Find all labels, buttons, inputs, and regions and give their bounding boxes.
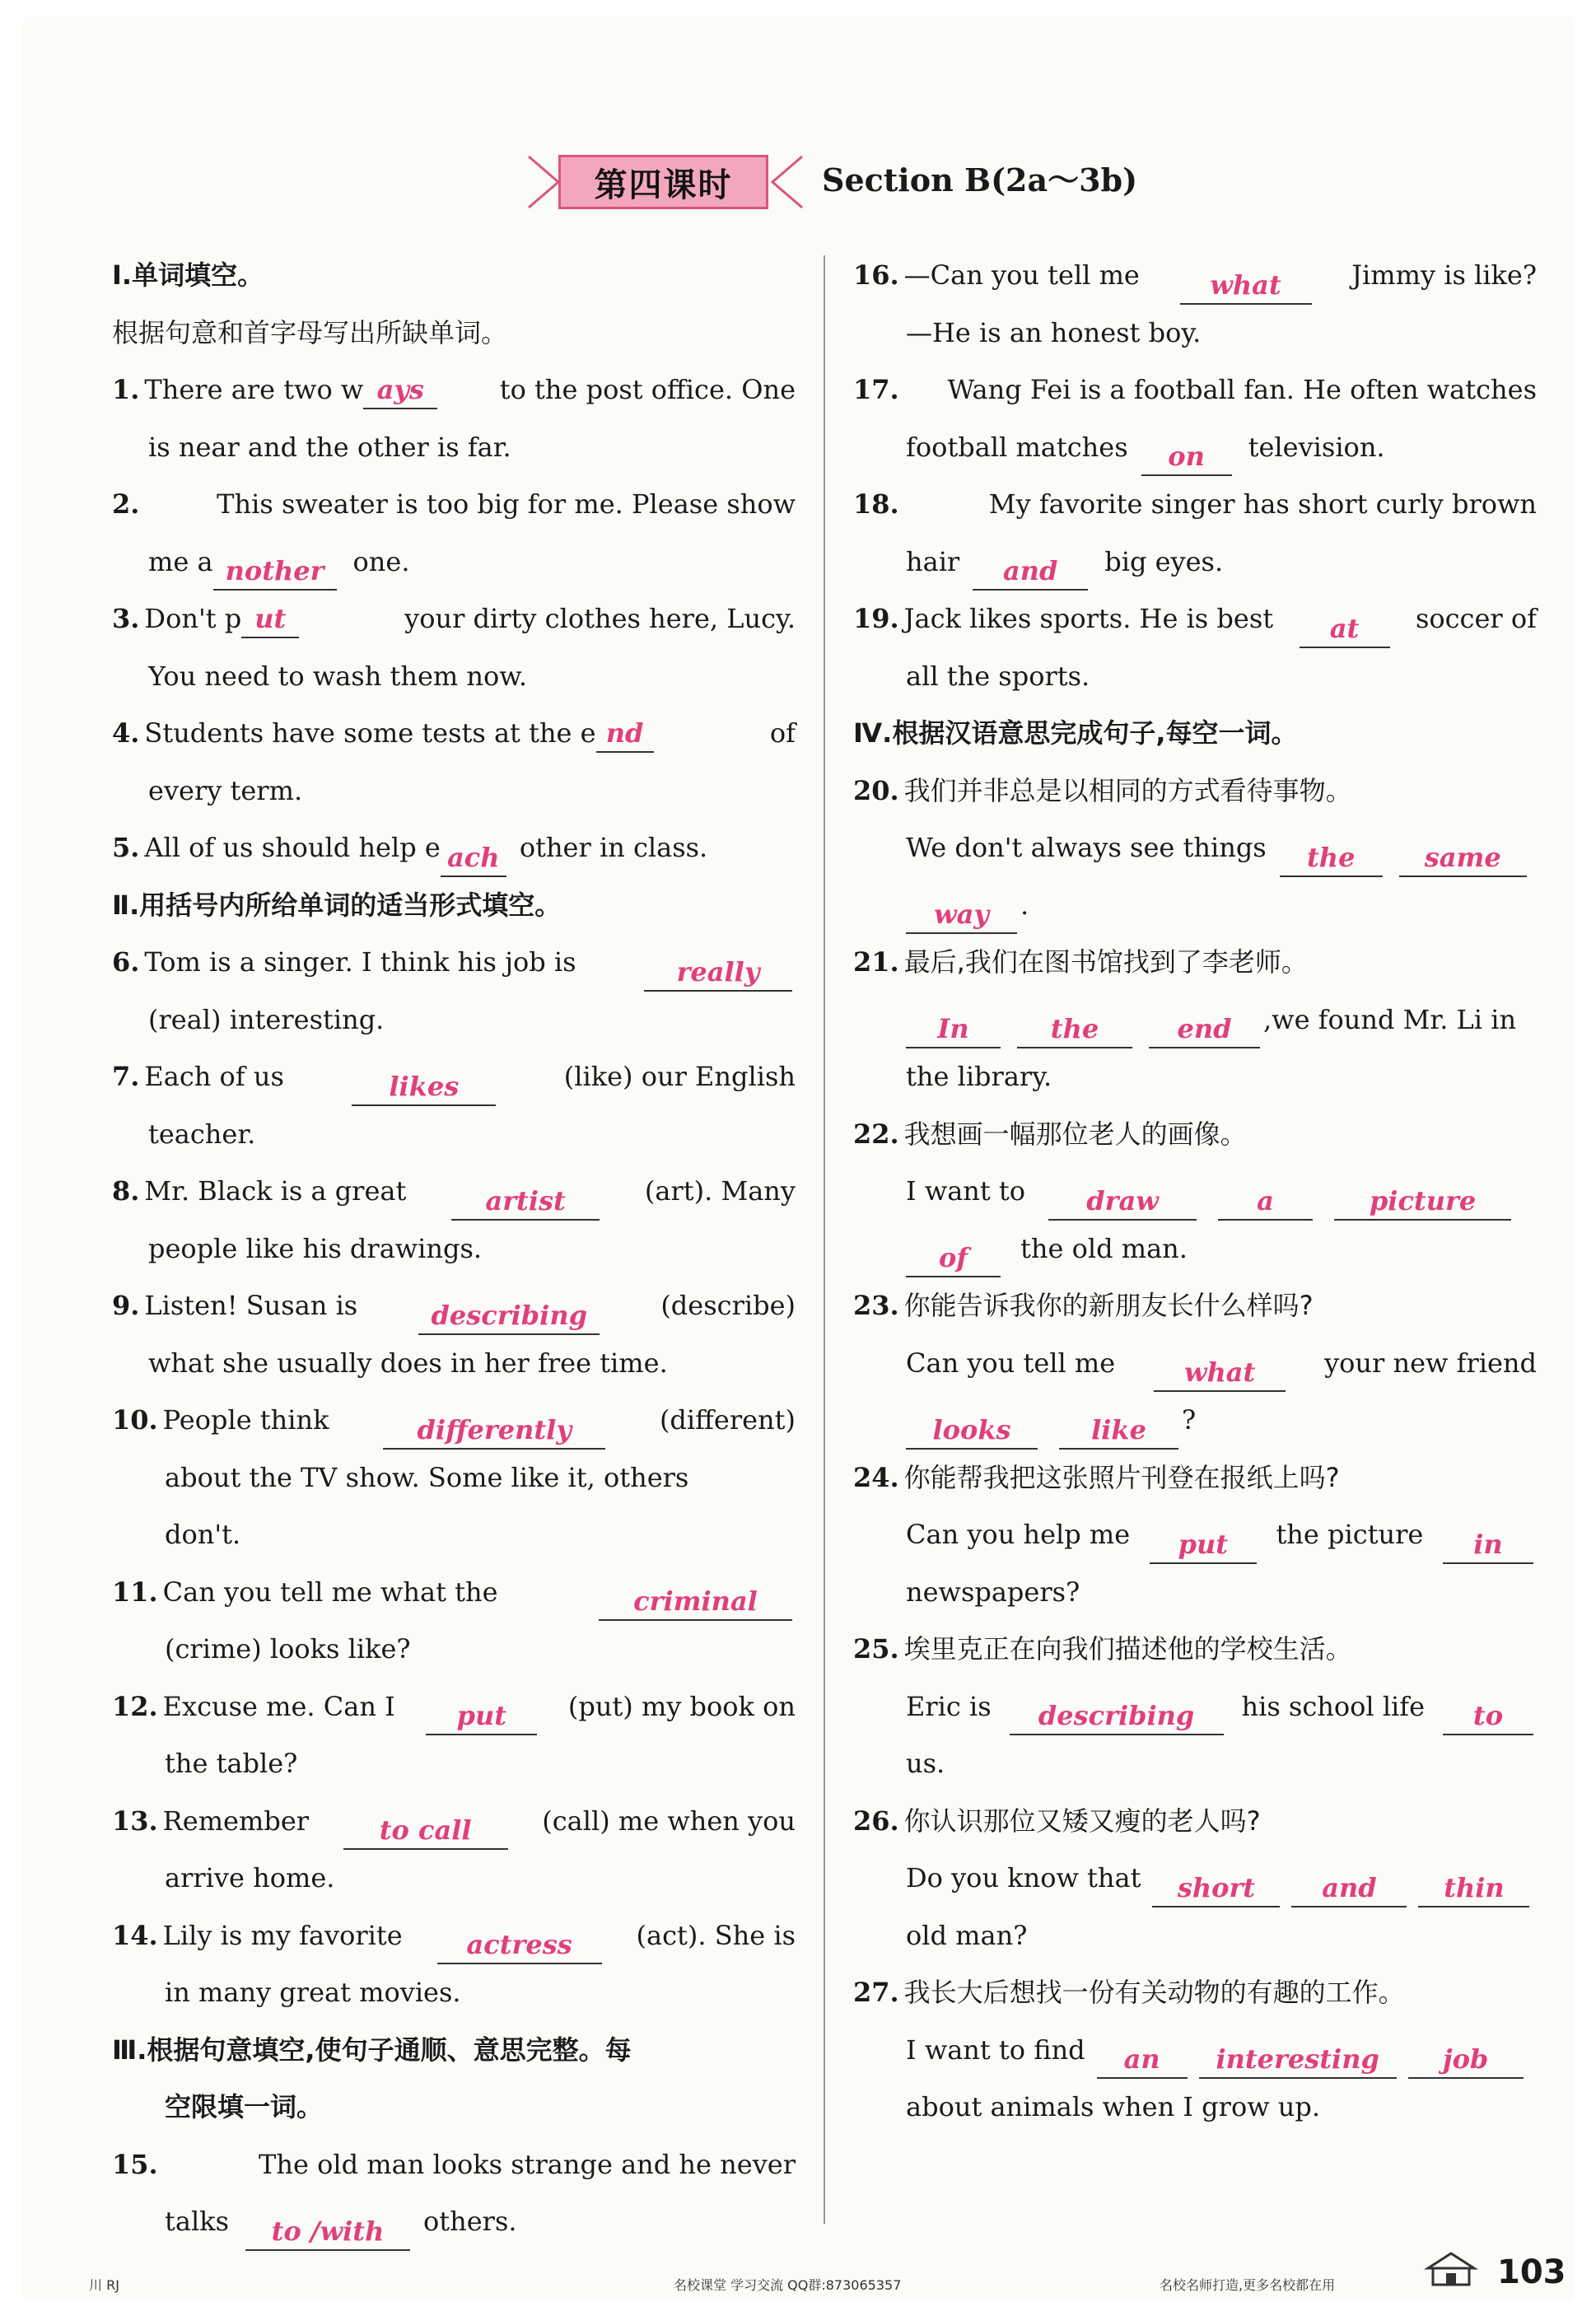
question-26 [853,1793,1537,1965]
question-text: Eric is [906,1690,992,1722]
answer-blank[interactable]: interesting [1199,2041,1397,2079]
left-chevron-icon [525,153,562,211]
question-17 [853,362,1537,476]
answer-blank[interactable]: and [1291,1870,1407,1907]
question-text [112,1392,796,1450]
question-text: You need to wash them now. [148,660,528,692]
answer-blank[interactable]: criminal [599,1583,792,1621]
answer-blank[interactable]: differently [383,1412,605,1450]
question-number: 15. [112,2148,158,2180]
section-2-title: Ⅱ.用括号内所给单词的适当形式填空。 [112,889,562,921]
question-text: There are two w [144,374,364,405]
question-number: 17. [853,374,899,405]
question-text: Jimmy is like? [1351,259,1537,291]
answer-blank[interactable]: the [1017,1011,1132,1048]
question-text: other in class. [519,832,708,863]
question-number: 2. [112,488,140,520]
question-number: 13. [112,1805,158,1837]
footer-slogan: 名校名师打造,更多名校都在用 [1160,2277,1336,2293]
answer-blank[interactable]: describing [418,1297,600,1335]
question-text: —Can you tell me [903,259,1140,291]
question-text: I want to [906,1175,1026,1207]
answer-blank[interactable]: job [1408,2041,1524,2079]
question-text: the old man. [1020,1232,1188,1264]
question-text [853,247,1140,305]
question-14 [112,1907,796,2022]
question-text [112,1163,406,1221]
worksheet-page [23,16,1573,2300]
question-text [853,2022,1537,2080]
question-text: don't. [165,1519,241,1550]
answer-blank[interactable]: ut [241,600,299,638]
question-text: arrive home. [165,1862,335,1893]
question-text [112,591,796,648]
answer-blank[interactable]: way [906,896,1017,934]
question-text [853,362,1537,419]
question-number: 1. [112,374,140,405]
question-text [853,1106,1537,1164]
question-text [853,1392,1537,1450]
question-text: others. [422,2206,517,2237]
question-text [112,1048,284,1106]
question-text [112,1793,796,1851]
question-16 [853,247,1537,362]
question-3 [112,591,796,705]
question-12 [112,1679,796,1793]
question-23 [853,1277,1537,1450]
question-text: People think [162,1404,329,1436]
question-text: We don't always see things [906,832,1267,863]
question-text [112,934,796,992]
footer-edition: 川 RJ [89,2277,119,2293]
question-text: old man? [906,1919,1028,1951]
question-text: teacher. [148,1118,256,1150]
question-number: 21. [853,946,899,978]
question-text: about the TV show. Some like it, others [165,1461,689,1493]
question-text [112,1277,357,1335]
question-text [112,1163,796,1221]
question-15 [112,2136,796,2251]
question-text [853,1506,1537,1564]
question-text [853,534,1537,591]
answer-blank[interactable]: to [1443,1697,1533,1735]
question-text: My favorite singer has short curly brown [988,488,1537,520]
question-text [853,934,1537,992]
question-text [112,1679,395,1736]
question-text: 我长大后想找一份有关动物的有趣的工作。 [903,1977,1405,2008]
question-7 [112,1048,796,1163]
answer-blank[interactable]: of [906,1240,1001,1277]
question-text: (real) interesting. [148,1003,385,1035]
answer-blank[interactable]: what [1180,267,1312,305]
question-text: (art). Many [644,1175,796,1207]
answer-blank[interactable]: an [1097,2041,1188,2079]
question-text: (act). She is [636,1919,796,1951]
answer-blank[interactable]: describing [1010,1697,1224,1735]
question-text: . [1020,889,1029,921]
question-text [112,362,441,419]
question-text: in many great movies. [165,1977,461,2008]
question-text [112,705,657,763]
answer-blank[interactable]: a [1218,1183,1313,1221]
question-number: 12. [112,1690,158,1722]
question-text: 你能帮我把这张照片刊登在报纸上吗? [903,1461,1340,1493]
answer-blank[interactable]: put [426,1697,537,1735]
question-text [112,1679,796,1736]
section-1-title: Ⅰ.单词填空。 [112,259,264,291]
answer-blank[interactable]: put [1150,1526,1257,1564]
question-text: talks [165,2206,229,2237]
answer-blank[interactable]: artist [451,1183,600,1221]
question-text [112,1564,498,1622]
question-text: —He is an honest boy. [906,316,1202,348]
question-text [112,1277,796,1335]
question-text: Remember [162,1805,310,1837]
question-number: 6. [112,946,140,978]
question-24 [853,1450,1537,1622]
question-text: big eyes. [1104,545,1224,577]
question-text: the library. [906,1061,1052,1092]
question-2 [112,476,796,591]
answer-blank[interactable]: short [1152,1870,1280,1907]
question-text: Excuse me. Can I [162,1690,395,1722]
question-text: Can you help me [906,1519,1131,1550]
question-number: 22. [853,1118,899,1150]
question-text: Students have some tests at the e [144,717,596,749]
question-number: 24. [853,1461,899,1493]
answer-blank[interactable]: picture [1334,1183,1511,1221]
question-text [853,591,1537,648]
answer-blank[interactable]: actress [437,1926,602,1964]
question-text: Can you tell me [906,1347,1116,1379]
question-text: people like his drawings. [148,1232,483,1264]
answer-blank[interactable]: nd [596,715,654,753]
answer-blank[interactable]: really [644,954,792,992]
question-text [853,1621,1537,1679]
question-text: 我想画一幅那位老人的画像。 [903,1118,1247,1150]
page-number: 103 [1497,2253,1566,2291]
question-text [112,705,796,763]
question-10 [112,1392,796,1564]
question-number: 20. [853,774,899,806]
question-text [853,1221,1537,1278]
answer-blank[interactable]: ach [441,839,506,877]
question-text [853,1679,1537,1736]
question-text: All of us should help e [144,832,441,863]
question-9 [112,1277,796,1392]
question-text [112,934,576,992]
answer-blank[interactable]: draw [1048,1183,1197,1221]
question-text [112,1450,796,1507]
question-number: 19. [853,603,899,634]
question-text [112,1392,329,1450]
question-text [112,2136,796,2194]
question-text [112,534,796,591]
question-number: 25. [853,1633,899,1665]
question-text: 你认识那位又矮又瘦的老人吗? [903,1805,1261,1837]
question-number: 26. [853,1805,899,1837]
question-text: us. [906,1748,945,1779]
question-number: 5. [112,832,140,863]
question-text: Mr. Black is a great [144,1175,407,1207]
question-text: ? [1182,1404,1197,1436]
question-text: I want to find [906,2034,1085,2066]
question-text: (call) me when you [542,1805,796,1837]
question-18 [853,476,1537,591]
question-8 [112,1163,796,1277]
question-text: The old man looks strange and he never [259,2148,796,2180]
question-text [853,476,1537,534]
question-text [853,1850,1537,1907]
question-text: television. [1248,431,1385,463]
answer-blank[interactable]: In [906,1011,1001,1048]
question-number: 16. [853,259,899,291]
question-text: 埃里克正在向我们描述他的学校生活。 [903,1633,1352,1665]
question-number: 7. [112,1061,140,1092]
question-text [112,476,796,534]
publisher-logo-icon [1423,2250,1479,2293]
question-text [112,2193,796,2251]
question-text: about animals when I grow up. [906,2091,1321,2122]
question-text: 你能告诉我你的新朋友长什么样吗? [903,1290,1314,1321]
question-text: Tom is a singer. I think his job is [144,946,576,978]
footer-qq-group: 名校课堂 学习交流 QQ群:873065357 [674,2277,902,2293]
question-text [853,247,1537,305]
question-text [853,1277,1537,1335]
question-text: newspapers? [906,1576,1080,1608]
question-20 [853,763,1537,935]
question-text [112,362,796,419]
question-text: is near and the other is far. [148,431,511,463]
question-text: (crime) looks like? [165,1633,411,1665]
question-25 [853,1621,1537,1793]
question-19 [853,591,1537,705]
question-number: 10. [112,1404,158,1436]
question-27 [853,1964,1537,2136]
question-text: the table? [165,1748,298,1779]
question-text [112,1907,796,1965]
question-text: (describe) [660,1290,796,1321]
question-text [112,1564,796,1622]
answer-blank[interactable]: ays [363,371,437,409]
question-5 [112,819,796,877]
answer-blank[interactable]: at [1300,610,1390,648]
question-text [112,1907,403,1965]
question-text: his school life [1241,1690,1426,1722]
left-column [112,247,796,2251]
question-text [853,1335,1537,1393]
answer-blank[interactable]: what [1154,1354,1286,1392]
question-text [853,591,1273,648]
question-1 [112,362,796,476]
question-text: of [769,717,796,749]
question-number: 9. [112,1290,140,1321]
answer-blank[interactable]: to call [343,1812,508,1850]
question-text [853,1793,1537,1851]
section-3-title: Ⅲ.根据句意填空,使句子通顺、意思完整。每 [112,2034,632,2066]
question-number: 3. [112,603,140,634]
question-text: football matches [906,431,1128,463]
question-text: Don't p [144,603,242,634]
question-text: Listen! Susan is [144,1290,358,1321]
question-text: your dirty clothes here, Lucy. [404,603,796,634]
question-text: Wang Fei is a football fan. He often watches [947,374,1537,405]
answer-blank[interactable]: to /with [245,2213,410,2251]
question-text [853,877,1537,935]
question-text [112,1793,309,1851]
question-text: (put) my book on [567,1690,796,1722]
question-text [112,819,796,877]
question-text: every term. [148,774,303,806]
answer-blank[interactable]: end [1149,1011,1260,1048]
question-text [853,819,1537,877]
answer-blank[interactable]: the [1280,839,1383,877]
question-text: Each of us [144,1061,284,1092]
section-4-title: Ⅳ.根据汉语意思完成句子,每空一词。 [853,717,1298,749]
question-number: 4. [112,717,140,749]
question-22 [853,1106,1537,1278]
question-text: 我们并非总是以相同的方式看待事物。 [903,774,1352,806]
question-text: Lily is my favorite [162,1919,403,1951]
answer-blank[interactable]: on [1141,438,1232,476]
answer-blank[interactable]: like [1059,1412,1178,1450]
question-text: your new friend [1324,1347,1537,1379]
question-4 [112,705,796,819]
question-text [853,1163,1537,1221]
section-1-instruction: 根据句意和首字母写出所缺单词。 [112,316,508,348]
lesson-label: 第四课时 [594,166,733,204]
lesson-header [525,148,805,222]
question-number: 23. [853,1290,899,1321]
answer-blank[interactable]: likes [352,1068,496,1106]
question-number: 14. [112,1919,158,1951]
answer-blank[interactable]: and [973,553,1088,591]
question-text: (like) our English [563,1061,796,1092]
question-text [112,591,302,648]
answer-blank[interactable]: in [1443,1526,1533,1564]
question-number: 18. [853,488,899,520]
answer-blank[interactable]: nother [213,553,337,591]
right-column [853,247,1537,2136]
question-text [853,419,1537,477]
section-3-title-cont: 空限填一词。 [165,2091,324,2122]
answer-blank[interactable]: looks [906,1412,1038,1450]
question-text [853,763,1537,820]
question-text: Can you tell me what the [162,1576,498,1608]
question-text: all the sports. [906,660,1090,692]
question-text: one. [352,545,410,577]
question-11 [112,1564,796,1679]
question-text: me a [148,545,213,577]
question-text: what she usually does in her free time. [148,1347,668,1379]
question-text: ,we found Mr. Li in [1263,1003,1517,1035]
question-text: Jack likes sports. He is best [903,603,1274,634]
question-number: 8. [112,1175,140,1207]
answer-blank[interactable]: same [1399,839,1527,877]
question-text: hair [906,545,960,577]
question-text: to the post office. One [499,374,796,405]
question-text: the picture [1276,1519,1424,1550]
section-title: Section B(2a～3b) [822,161,1138,198]
question-text: This sweater is too big for me. Please show [217,488,796,520]
question-text: 最后,我们在图书馆找到了李老师。 [903,946,1308,978]
question-text [853,1964,1537,2022]
question-13 [112,1793,796,1907]
question-number: 11. [112,1576,158,1608]
question-text: soccer of [1415,603,1537,634]
question-text [853,992,1537,1049]
column-divider [824,255,825,2224]
question-text: Do you know that [906,1862,1141,1893]
question-text [853,1450,1537,1507]
answer-blank[interactable]: thin [1418,1870,1529,1907]
question-text: (different) [659,1404,796,1436]
question-21 [853,934,1537,1106]
question-6 [112,934,796,1048]
lesson-badge [558,155,768,209]
question-number: 27. [853,1977,899,2008]
question-text [112,1048,796,1106]
right-chevron-icon [769,153,805,211]
